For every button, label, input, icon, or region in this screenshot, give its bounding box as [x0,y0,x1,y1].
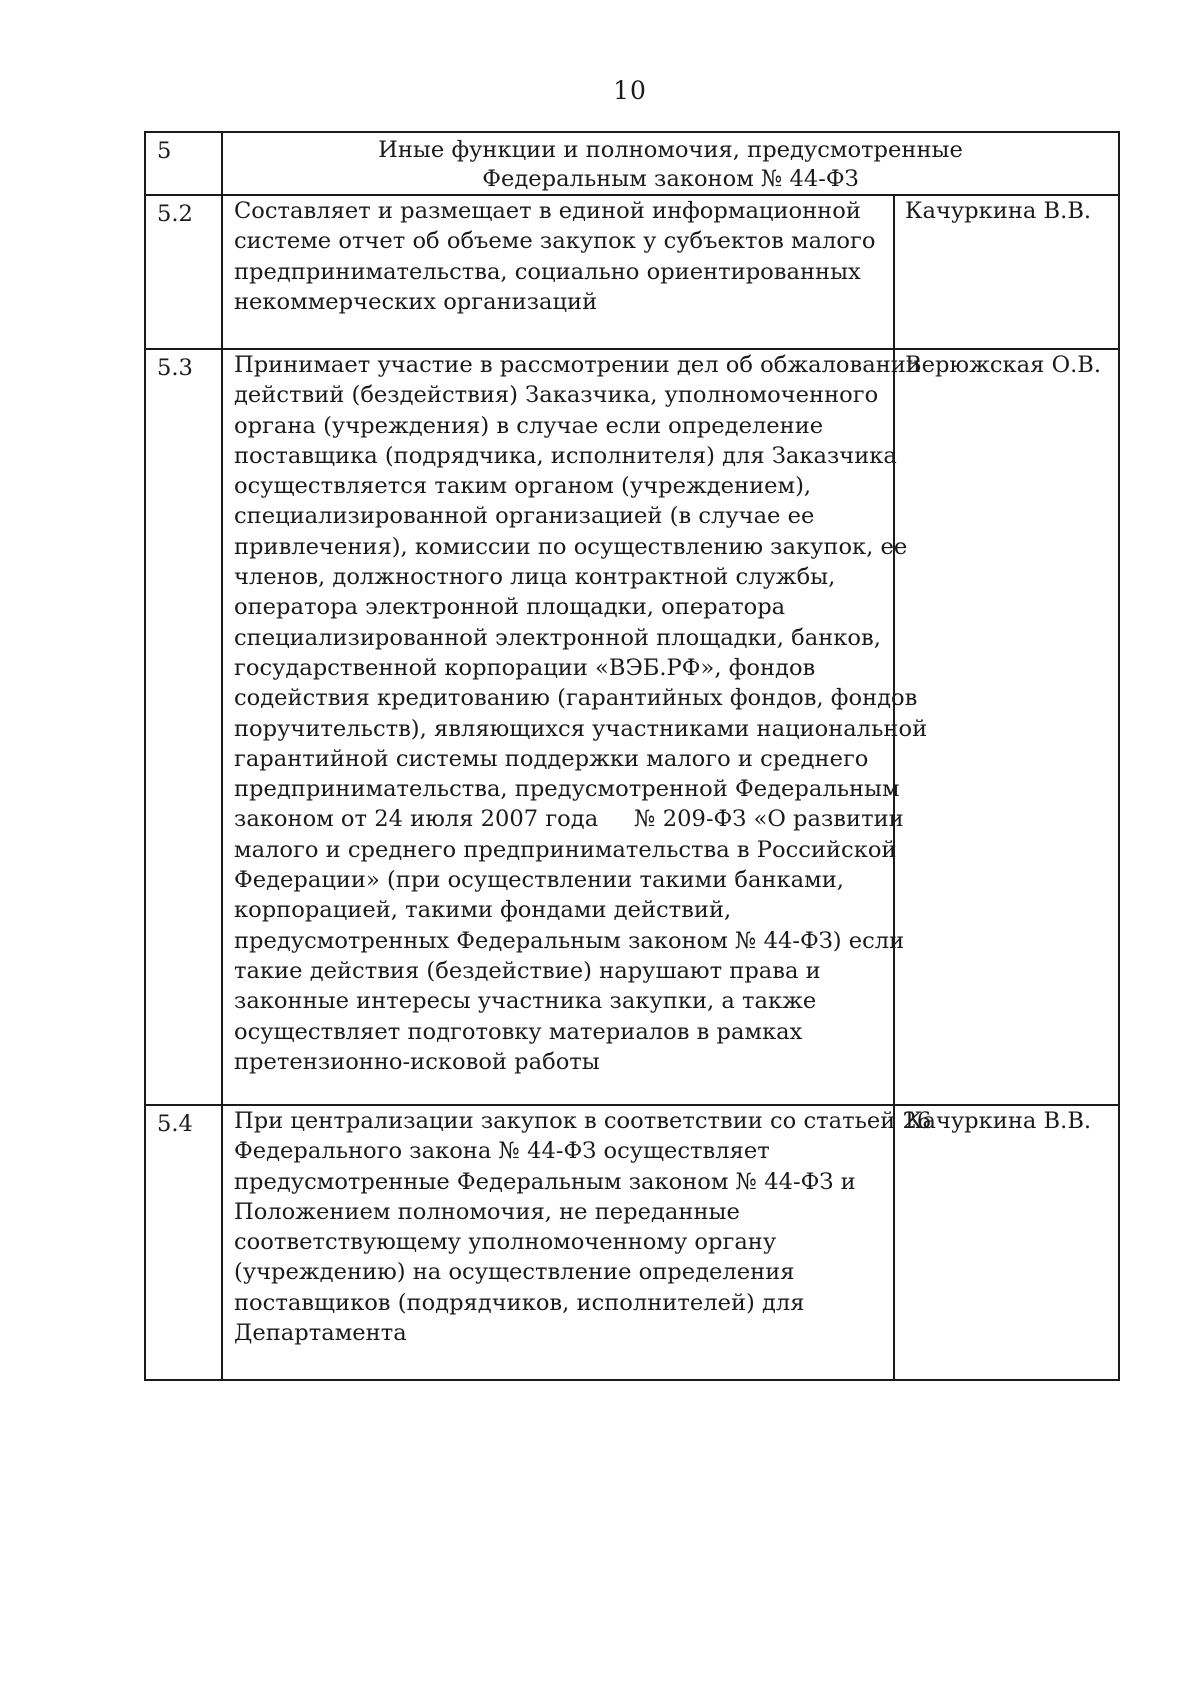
description-line: членов, должностного лица контрактной службы, [234,564,836,591]
section-number: 5 [157,138,172,164]
responsible-person: Верюжская О.В. [905,352,1102,378]
functions-table [144,131,1120,1381]
description-line: претензионно-исковой работы [234,1048,600,1075]
description-line: соответствующему уполномоченному органу [234,1229,777,1256]
description-line-head: законом от 24 июля 2007 года [234,806,599,833]
description-line: Положением полномочия, не переданные [234,1198,740,1225]
description-line: малого и среднего предпринимательства в Российской [234,836,897,863]
description-line: действий (бездействия) Заказчика, уполномоченного [234,382,879,409]
description-line: (учреждению) на осуществление определения [234,1259,795,1286]
description-line [234,804,904,834]
description-line: Федерального закона № 44-ФЗ осуществляет [234,1138,770,1165]
row-number-cell [145,195,222,349]
description-line: предпринимательства, предусмотренной Федеральным [234,776,900,803]
description-line: законные интересы участника закупки, а также [234,988,817,1015]
row-responsible-cell [894,349,1119,1105]
description-line: предусмотренных Федеральным законом № 44-ФЗ) если [234,927,905,954]
table-row [145,195,1119,349]
description-line: Принимает участие в рассмотрении дел об обжаловании [234,352,921,378]
page-number: 10 [613,76,647,105]
row-number-cell [145,1105,222,1380]
section-number-cell [145,132,222,195]
description-line: поручительств), являющихся участниками национальной [234,715,928,742]
description-line: поставщиков (подрядчиков, исполнителей) для [234,1289,805,1316]
section-title-line: Федеральным законом № 44-ФЗ [482,166,859,192]
description-line-tail: № 209-ФЗ «О развитии [634,806,904,833]
description-line: оператора электронной площадки, оператора [234,594,786,621]
description-line: предусмотренные Федеральным законом № 44-ФЗ и [234,1168,856,1195]
row-number: 5.2 [157,201,193,227]
row-number: 5.4 [157,1111,193,1137]
description-line: некоммерческих организаций [234,288,598,315]
row-description-cell [222,1105,932,1380]
row-description-cell [222,349,928,1105]
table-row [145,349,1119,1105]
description-line: Департамента [234,1320,407,1347]
responsible-person: Качуркина В.В. [905,1108,1092,1134]
description-line: такие действия (бездействие) нарушают права и [234,957,821,984]
description-line: системе отчет об объеме закупок у субъектов малого [234,228,876,255]
description-line: привлечения), комиссии по осуществлению закупок, ее [234,533,908,560]
row-responsible-cell [894,1105,1119,1380]
description-line: поставщика (подрядчика, исполнителя) для Заказчика [234,442,897,469]
section-header-row [145,132,1119,195]
description-line: Федерации» (при осуществлении такими банками, [234,867,844,894]
description-line: осуществляет подготовку материалов в рамках [234,1018,803,1045]
table-row [145,1105,1119,1380]
description-line: органа (учреждения) в случае если определение [234,412,824,439]
description-line: предпринимательства, социально ориентированных [234,258,861,285]
description-line: Составляет и размещает в единой информационной [234,198,861,224]
responsible-person: Качуркина В.В. [905,198,1092,224]
row-number-cell [145,349,222,1105]
description-line: гарантийной системы поддержки малого и среднего [234,745,869,772]
description-line: осуществляется таким органом (учреждением), [234,473,812,500]
description-line: При централизации закупок в соответствии со статьей 26 [234,1108,932,1134]
row-description-cell [222,195,894,349]
description-line: государственной корпорации «ВЭБ.РФ», фондов [234,654,816,681]
section-title-line: Иные функции и полномочия, предусмотренные [378,137,963,163]
description-line: специализированной электронной площадки, банков, [234,624,881,651]
description-line: корпорацией, такими фондами действий, [234,897,732,924]
description-line: специализированной организацией (в случае ее [234,503,815,530]
description-line: содействия кредитованию (гарантийных фондов, фондов [234,685,918,712]
row-responsible-cell [894,195,1119,349]
row-number: 5.3 [157,355,193,381]
section-title-cell [222,132,1119,195]
